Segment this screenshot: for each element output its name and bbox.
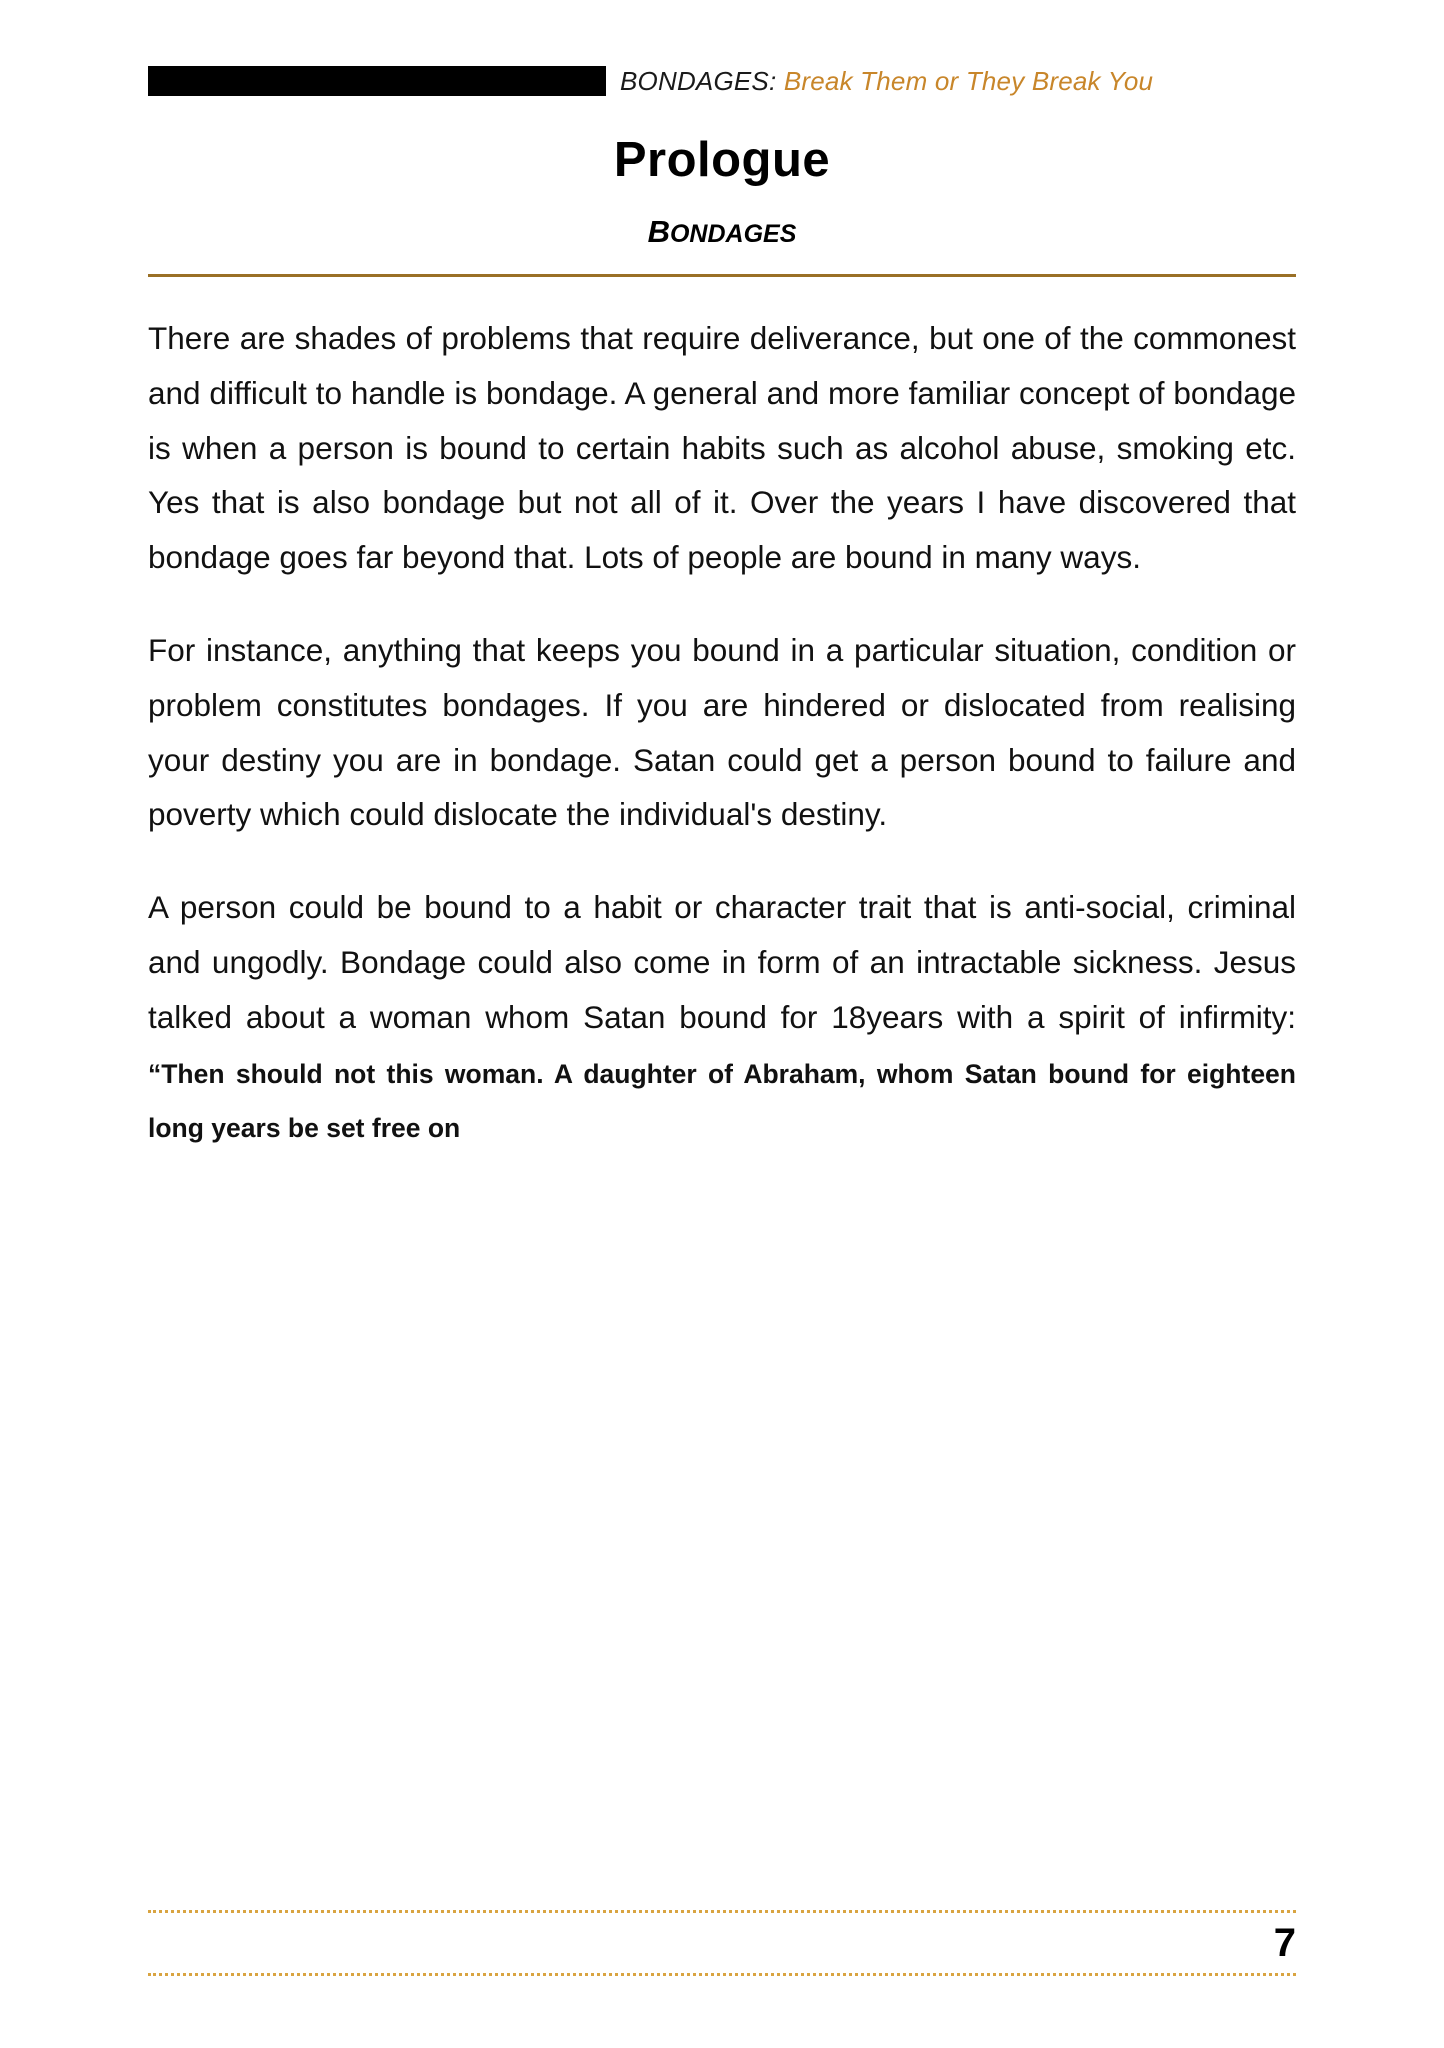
- title-divider: [148, 274, 1296, 277]
- black-redaction-bar-icon: [148, 66, 606, 96]
- footer-divider-bottom: [148, 1973, 1296, 1976]
- chapter-subtitle-rest: ONDAGES: [669, 220, 797, 248]
- page-number: 7: [1273, 1920, 1296, 1965]
- page-title: Prologue: [613, 133, 831, 187]
- header-title-main: BONDAGES:: [620, 65, 777, 96]
- running-header: [148, 62, 1296, 100]
- paragraph-lead-text: A person could be bound to a habit or character trait that is anti-social, criminal and ungodly. Bondage could also come in form of an intractable sickness. Jesus talked about a woman whom Satan bound for 18years with a spirit of infirmity:: [148, 889, 1296, 1035]
- chapter-subtitle: [148, 214, 1296, 250]
- chapter-subtitle-first-letter: B: [647, 214, 670, 249]
- paragraph: There are shades of problems that require deliverance, but one of the commonest and difficult to handle is bondage. A general and more familiar concept of bondage is when a person is bound to certain habits such as alcohol abuse, smoking etc. Yes that is also bondage but not all of it. Over the years I have discovered that bondage goes far beyond that. Lots of people are bound in many ways.: [148, 320, 1296, 576]
- paragraph: For instance, anything that keeps you bound in a particular situation, condition or problem constitutes bondages. If you are hindered or dislocated from realising your destiny you are in bondage. Satan could get a person bound to failure and poverty which could dislocate the individual's destiny.: [148, 631, 1296, 833]
- body-copy: [148, 311, 1296, 1154]
- header-title: [620, 66, 1153, 97]
- scripture-quote: “Then should not this woman. A daughter of Abraham, whom Satan bound for eighteen long years be set free on: [148, 1058, 1296, 1144]
- page-footer: [148, 1910, 1296, 1976]
- footer-content: [148, 1913, 1296, 1973]
- paragraph: [148, 880, 1296, 1154]
- header-title-sub: Break Them or They Break You: [783, 65, 1154, 96]
